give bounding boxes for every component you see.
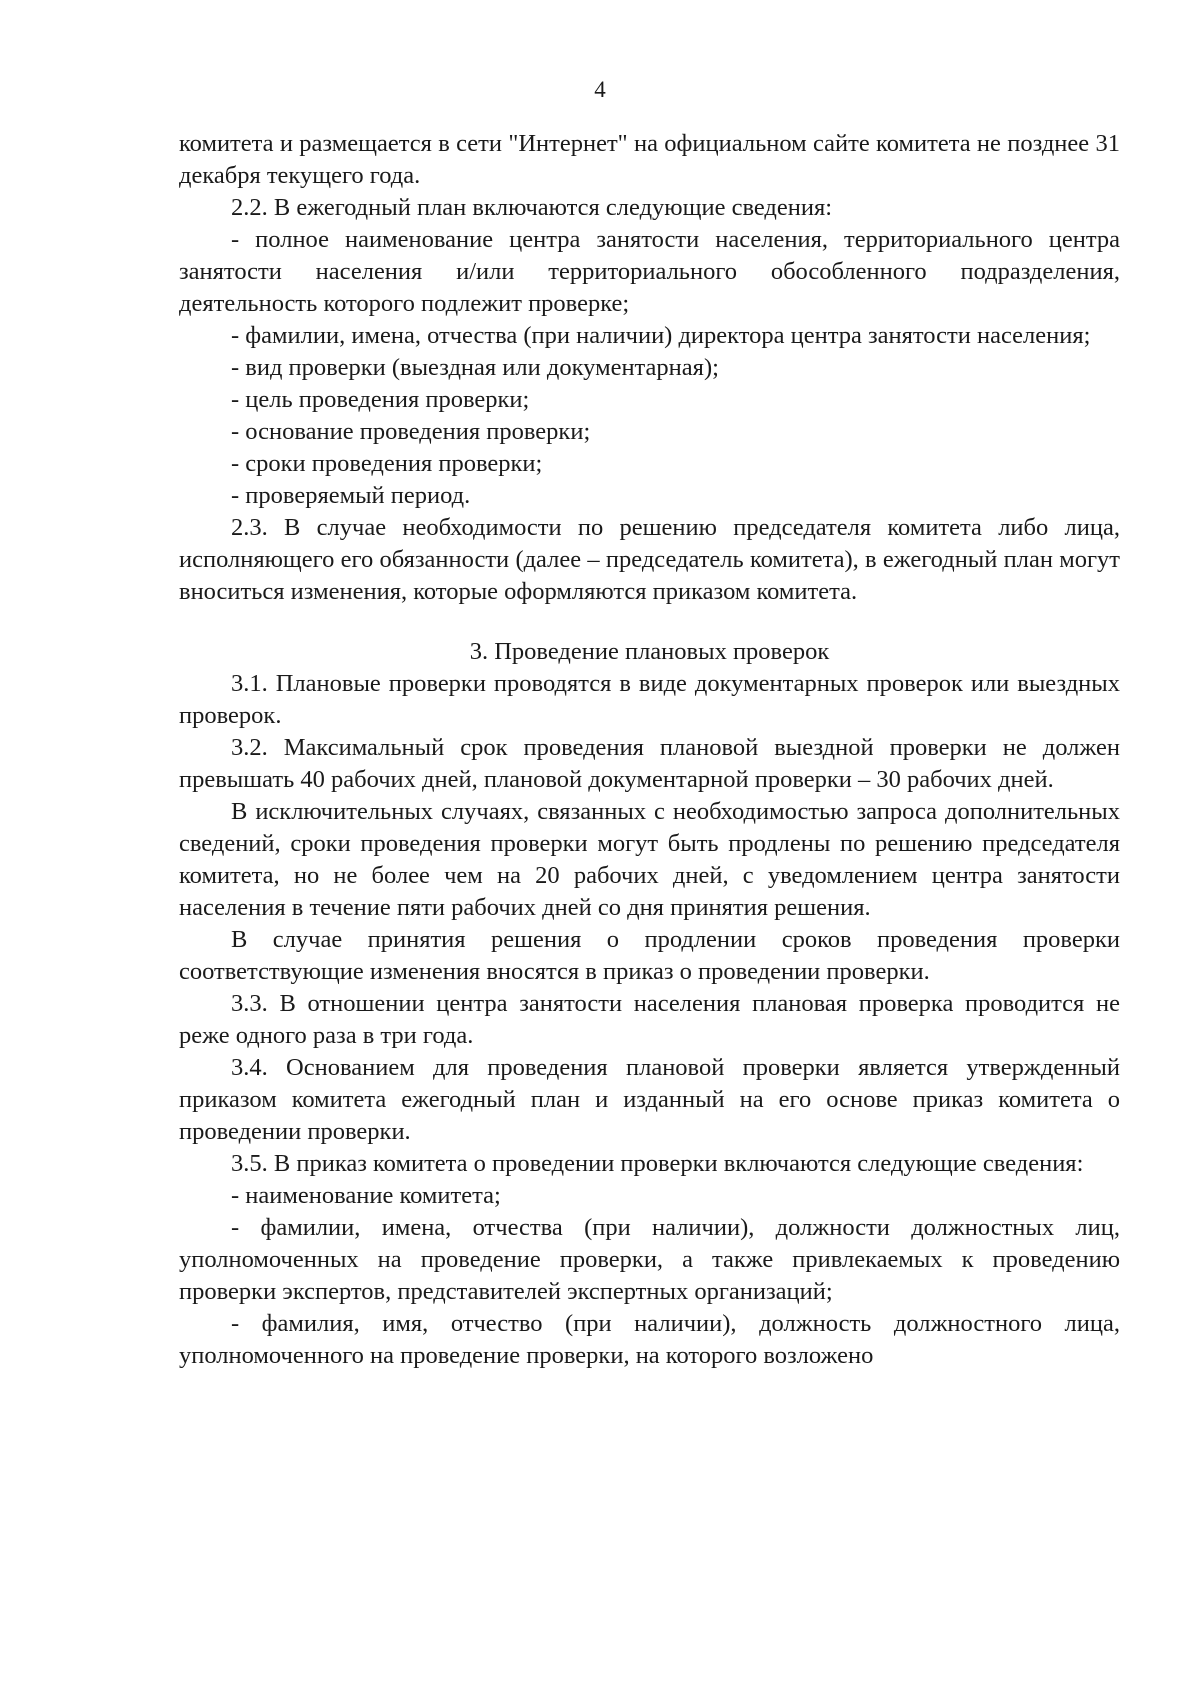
paragraph: 2.3. В случае необходимости по решению председателя комитета либо лица, исполняющего его обязанности (далее – председатель комитета), в ежегодный план могут вноситься изменения, которые оформляются приказом комитета. bbox=[179, 514, 1120, 605]
section-2-continuation bbox=[179, 128, 1120, 608]
list-item: - основание проведения проверки; bbox=[231, 418, 591, 445]
list-item: - фамилии, имена, отчества (при наличии), должности должностных лиц, уполномоченных на проведение проверки, а также привлекаемых к проведению проверки экспертов, представителей экспертных организаций; bbox=[179, 1214, 1120, 1305]
list-item: - вид проверки (выездная или документарная); bbox=[231, 354, 719, 381]
paragraph: 2.2. В ежегодный план включаются следующие сведения: bbox=[231, 194, 833, 221]
paragraph: 3.4. Основанием для проведения плановой проверки является утвержденный приказом комитета ежегодный план и изданный на его основе приказ комитета о проведении проверки. bbox=[179, 1054, 1120, 1145]
list-item: - фамилия, имя, отчество (при наличии), должность должностного лица, уполномоченного на проведение проверки, на которого возложено bbox=[179, 1310, 1120, 1369]
list-item: - полное наименование центра занятости населения, территориального центра занятости населения и/или территориального обособленного подразделения, деятельность которого подлежит проверке; bbox=[179, 226, 1120, 317]
section-heading: 3. Проведение плановых проверок bbox=[469, 638, 830, 665]
paragraph: 3.5. В приказ комитета о проведении проверки включаются следующие сведения: bbox=[231, 1150, 1084, 1177]
section-3 bbox=[179, 668, 1120, 1372]
page-number: 4 bbox=[594, 77, 606, 102]
paragraph: 3.3. В отношении центра занятости населения плановая проверка проводится не реже одного раза в три года. bbox=[179, 990, 1120, 1049]
paragraph: В исключительных случаях, связанных с необходимостью запроса дополнительных сведений, сроки проведения проверки могут быть продлены по решению председателя комитета, но не более чем на 20 рабочих дней, с уведомлением центра занятости населения в течение пяти рабочих дней со дня принятия решения. bbox=[179, 798, 1120, 921]
paragraph: В случае принятия решения о продлении сроков проведения проверки соответствующие изменения вносятся в приказ о проведении проверки. bbox=[179, 926, 1120, 985]
list-item: - фамилии, имена, отчества (при наличии) директора центра занятости населения; bbox=[231, 322, 1091, 349]
paragraph: комитета и размещается в сети "Интернет" на официальном сайте комитета не позднее 31 декабря текущего года. bbox=[179, 130, 1120, 189]
list-item: - наименование комитета; bbox=[231, 1182, 501, 1209]
list-item: - сроки проведения проверки; bbox=[231, 450, 543, 477]
document-body bbox=[179, 128, 1120, 1372]
list-item: - проверяемый период. bbox=[231, 482, 471, 509]
list-item: - цель проведения проверки; bbox=[231, 386, 530, 413]
paragraph: 3.2. Максимальный срок проведения плановой выездной проверки не должен превышать 40 рабочих дней, плановой документарной проверки – 30 рабочих дней. bbox=[179, 734, 1120, 793]
paragraph: 3.1. Плановые проверки проводятся в виде документарных проверок или выездных проверок. bbox=[179, 670, 1120, 729]
